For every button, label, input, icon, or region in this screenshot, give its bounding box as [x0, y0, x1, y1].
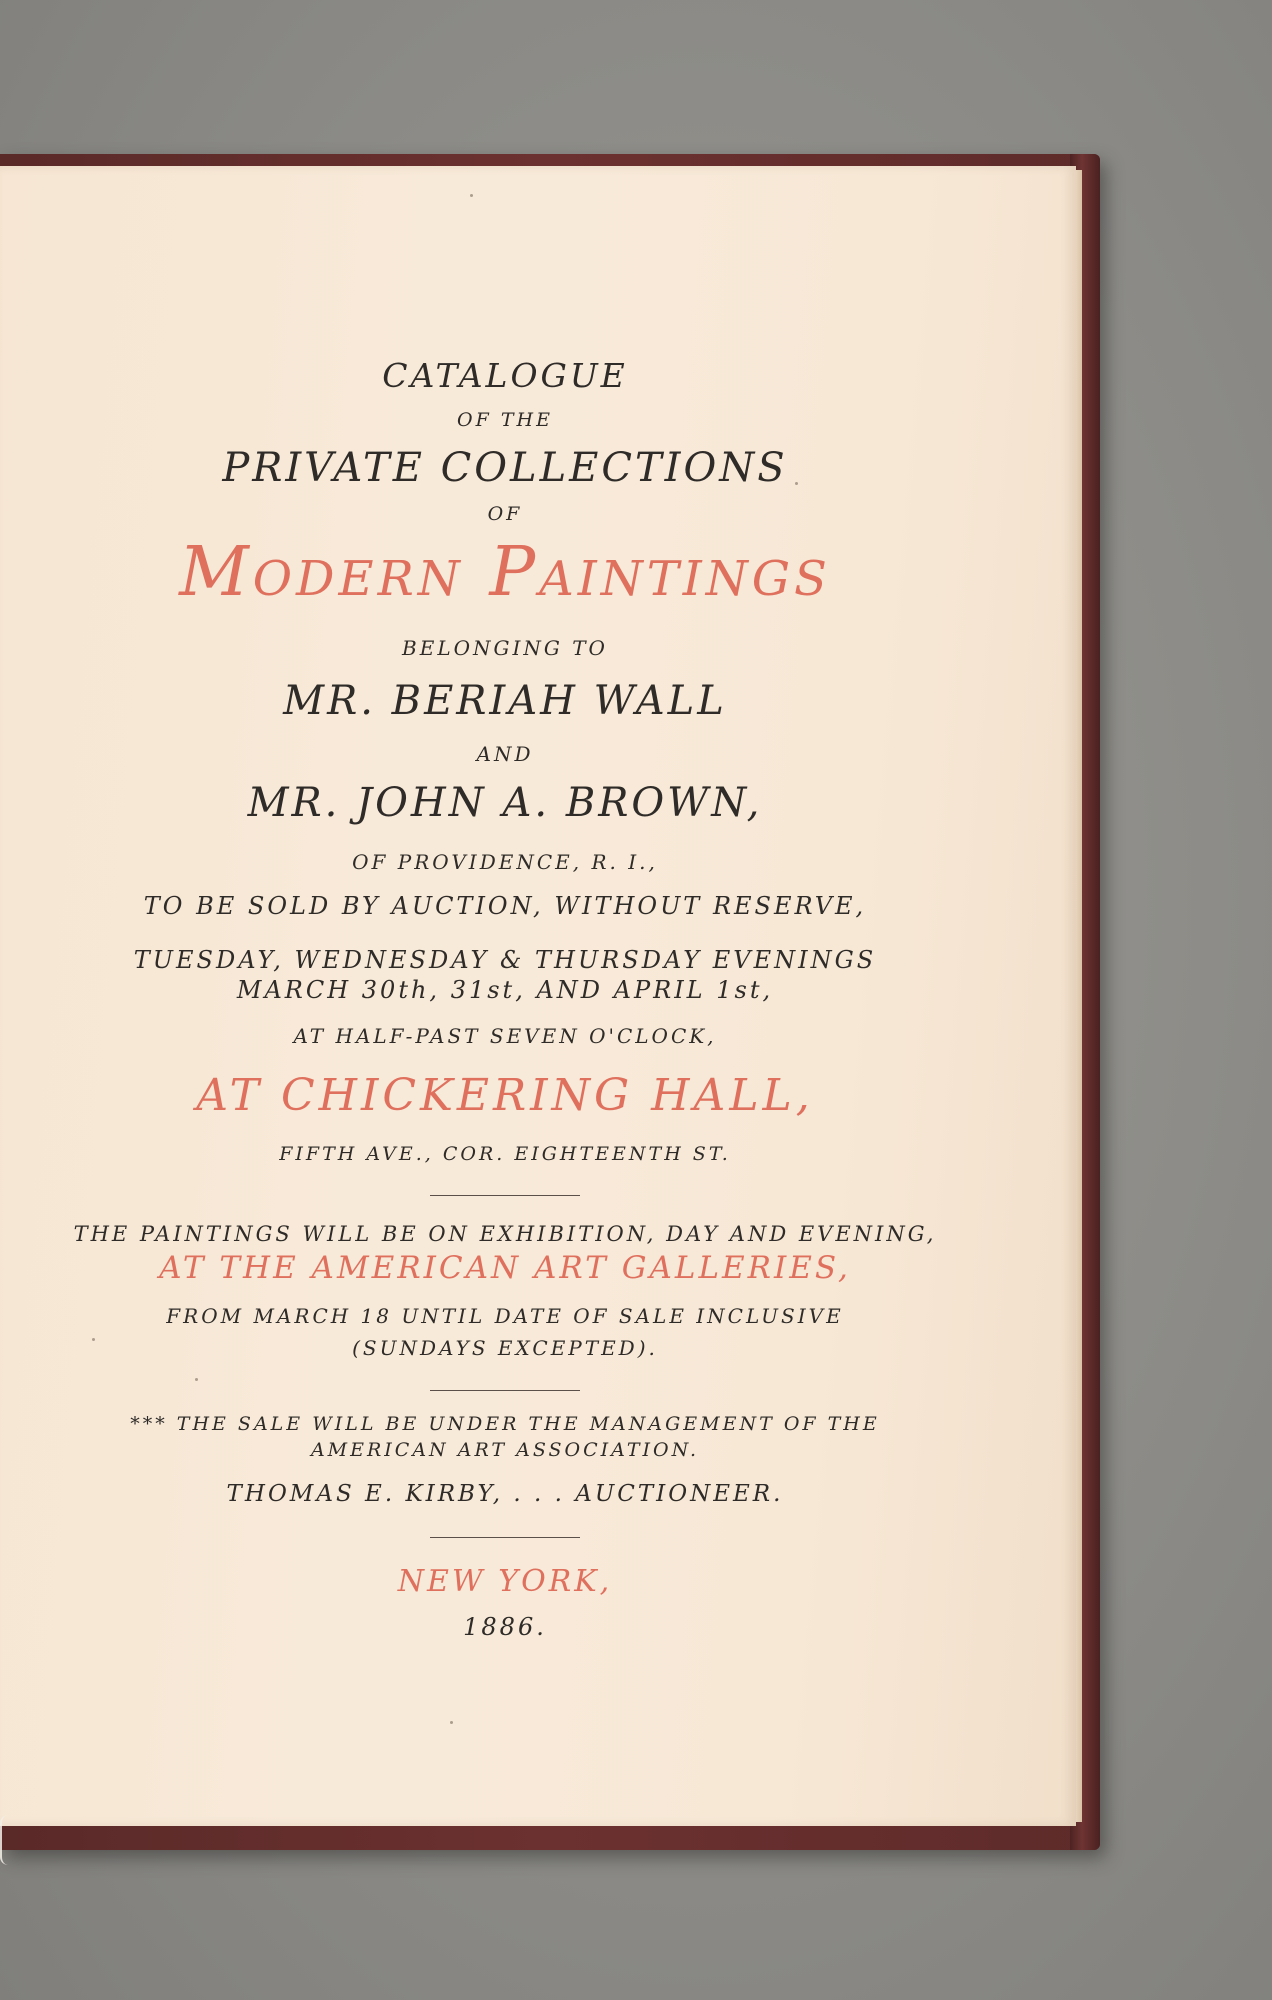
sundays-note: (SUNDAYS EXCEPTED). [352, 1336, 658, 1360]
title-page [0, 166, 1076, 1826]
auction-text: TO BE SOLD BY AUCTION, WITHOUT RESERVE, [143, 892, 867, 920]
of-text: OF [487, 503, 523, 525]
belonging-to-text: BELONGING TO [402, 636, 608, 660]
divider-rule [430, 1195, 580, 1196]
owner-wall: MR. BERIAH WALL [283, 678, 727, 724]
venue-heading: AT CHICKERING HALL, [196, 1070, 814, 1121]
paper-speck [450, 1721, 453, 1724]
sale-dates: MARCH 30th, 31st, AND APRIL 1st, [236, 976, 774, 1004]
private-collections-heading: PRIVATE COLLECTIONS [222, 445, 788, 491]
owner-brown: MR. JOHN A. BROWN, [247, 780, 763, 826]
exhibition-text: THE PAINTINGS WILL BE ON EXHIBITION, DAY AND EVENING, [73, 1222, 937, 1246]
galleries-heading: AT THE AMERICAN ART GALLERIES, [159, 1250, 851, 1286]
management-note: *** THE SALE WILL BE UNDER THE MANAGEMENT OF THE [130, 1413, 880, 1435]
of-the-text: OF THE [457, 409, 553, 431]
sale-time: AT HALF-PAST SEVEN O'CLOCK, [293, 1024, 717, 1048]
loose-thread [0, 1815, 16, 1865]
association-name: AMERICAN ART ASSOCIATION. [310, 1439, 700, 1461]
venue-address: FIFTH AVE., COR. EIGHTEENTH ST. [279, 1143, 731, 1165]
sale-days: TUESDAY, WEDNESDAY & THURSDAY EVENINGS [133, 946, 877, 974]
auctioneer-line: THOMAS E. KIRBY, . . . AUCTIONEER. [226, 1481, 784, 1507]
providence-text: OF PROVIDENCE, R. I., [352, 850, 658, 874]
page-edge [1076, 170, 1082, 1822]
catalogue-heading: CATALOGUE [382, 356, 628, 395]
title-block [0, 356, 1010, 1641]
divider-rule [430, 1537, 580, 1538]
exhibition-dates: FROM MARCH 18 UNTIL DATE OF SALE INCLUSIVE [166, 1304, 844, 1328]
and-text: AND [476, 742, 534, 766]
modern-paintings-heading: Modern Paintings [179, 533, 831, 612]
city-heading: NEW YORK, [397, 1564, 613, 1599]
divider-rule [430, 1390, 580, 1391]
paper-speck [470, 194, 473, 197]
publication-year: 1886. [463, 1613, 547, 1641]
